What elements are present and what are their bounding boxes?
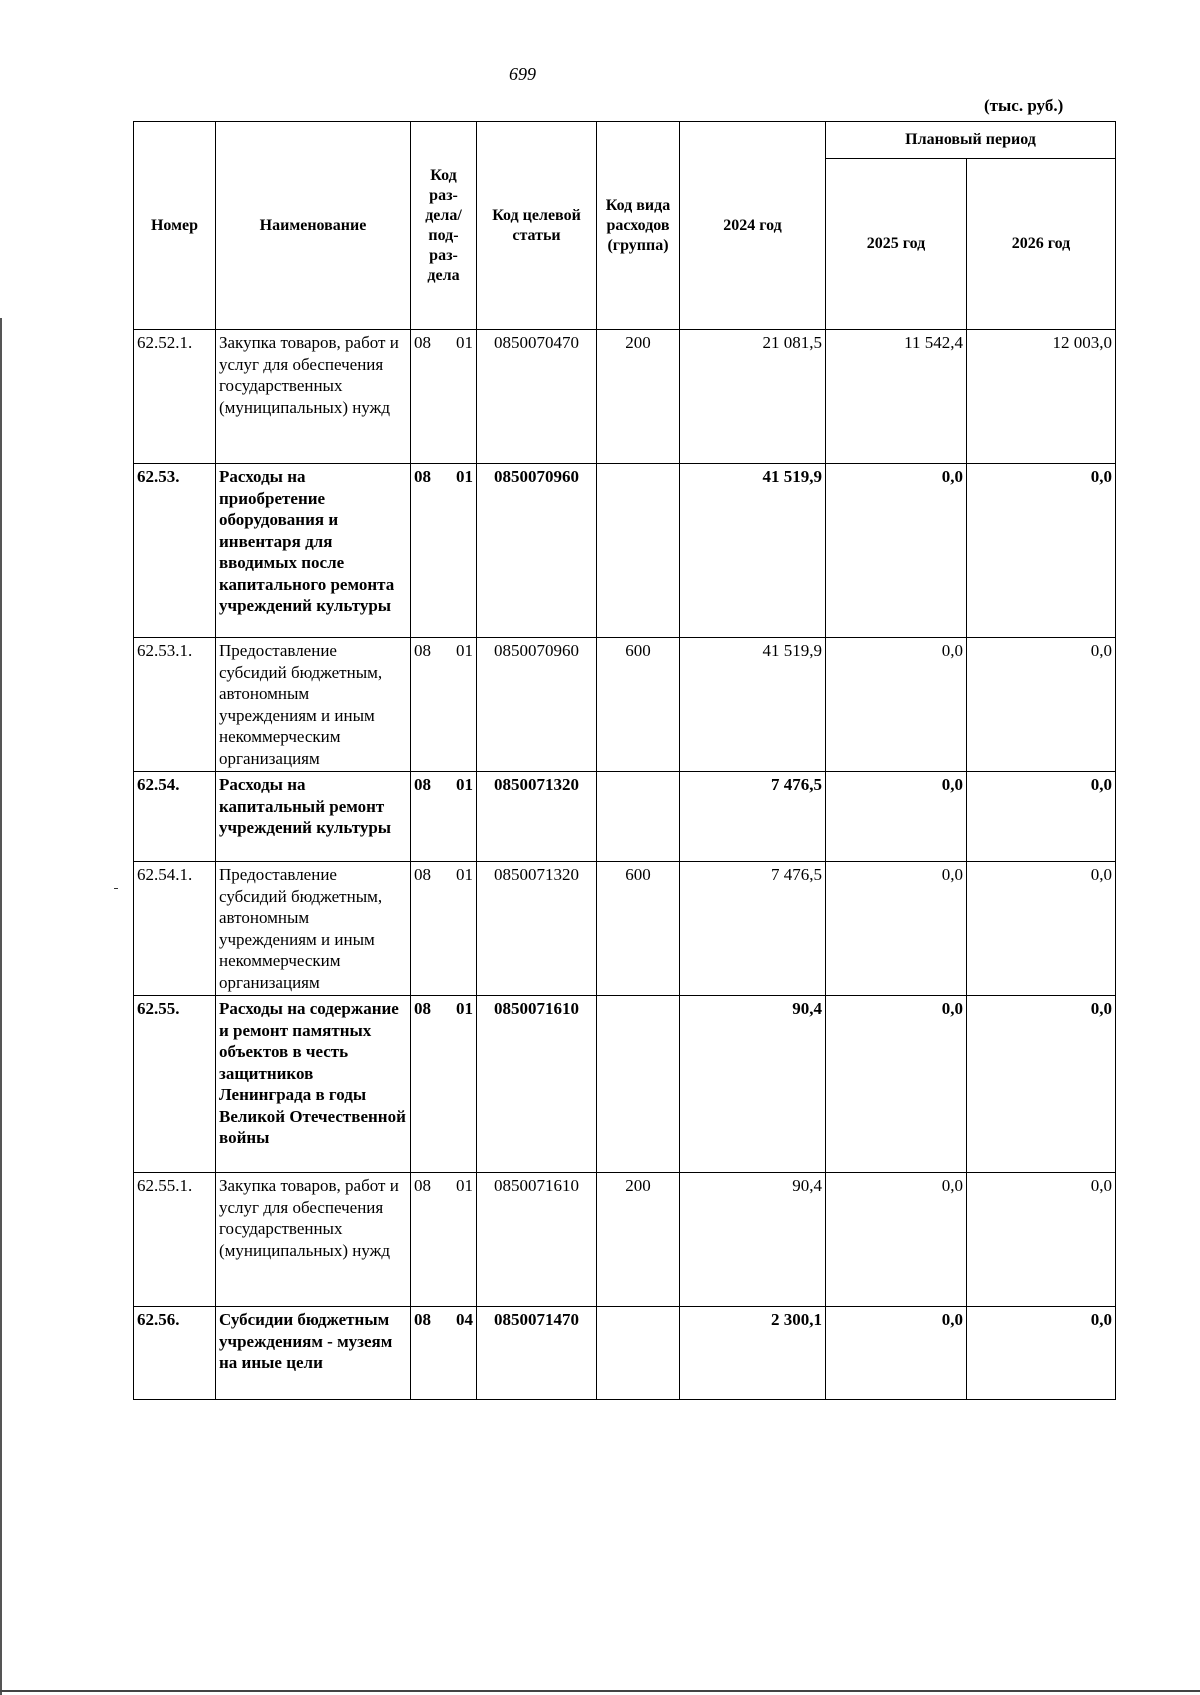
row-value-2025: 0,0	[826, 464, 967, 638]
row-name: Закупка товаров, работ и услуг для обеспечения государственных (муниципальных) нужд	[216, 330, 411, 464]
table-body	[134, 330, 1116, 1400]
row-value-2025: 0,0	[826, 996, 967, 1173]
page-number: 699	[509, 64, 536, 84]
table-row	[134, 638, 1116, 772]
row-name: Закупка товаров, работ и услуг для обеспечения государственных (муниципальных) нужд	[216, 1173, 411, 1307]
row-value-2026: 0,0	[967, 1173, 1116, 1307]
row-value-2026: 0,0	[967, 772, 1116, 862]
row-razdel-code: 08	[414, 1176, 431, 1195]
row-razdel-code: 08	[414, 1310, 431, 1329]
row-number: 62.52.1.	[134, 330, 216, 464]
row-value-2024: 2 300,1	[680, 1307, 826, 1400]
row-razdel	[411, 638, 477, 772]
row-razdel-code: 08	[414, 333, 431, 352]
header-row-1	[134, 122, 1116, 159]
row-celevaya-statya: 0850071470	[477, 1307, 597, 1400]
row-value-2026: 0,0	[967, 464, 1116, 638]
row-vid-rashodov	[597, 464, 680, 638]
row-value-2024: 41 519,9	[680, 638, 826, 772]
row-vid-rashodov: 200	[597, 330, 680, 464]
header-planned-period: Плановый период	[826, 122, 1116, 159]
row-podrazdel-code: 01	[456, 467, 473, 486]
row-razdel	[411, 772, 477, 862]
row-value-2024: 7 476,5	[680, 862, 826, 996]
table-row	[134, 330, 1116, 464]
row-value-2026: 0,0	[967, 996, 1116, 1173]
row-value-2026: 0,0	[967, 1307, 1116, 1400]
row-celevaya-statya: 0850071320	[477, 862, 597, 996]
row-podrazdel-code: 01	[456, 865, 473, 884]
header-razdel: Код раз- дела/ под- раз- дела	[411, 122, 477, 330]
row-name: Предоставление субсидий бюджетным, автономным учреждениям и иным некоммерческим организациям	[216, 638, 411, 772]
table-row	[134, 996, 1116, 1173]
row-value-2025: 0,0	[826, 638, 967, 772]
row-number: 62.55.1.	[134, 1173, 216, 1307]
table-row	[134, 464, 1116, 638]
units-label: (тыс. руб.)	[984, 96, 1064, 115]
row-vid-rashodov	[597, 1307, 680, 1400]
header-2026: 2026 год	[967, 159, 1116, 330]
header-2024: 2024 год	[680, 122, 826, 330]
row-value-2025: 0,0	[826, 1307, 967, 1400]
row-celevaya-statya: 0850071610	[477, 1173, 597, 1307]
row-name: Расходы на содержание и ремонт памятных объектов в честь защитников Ленинграда в годы Великой Отечественной войны	[216, 996, 411, 1173]
table-row	[134, 1307, 1116, 1400]
row-razdel	[411, 1173, 477, 1307]
scan-mark	[114, 888, 118, 889]
row-podrazdel-code: 01	[456, 775, 473, 794]
row-value-2026: 12 003,0	[967, 330, 1116, 464]
row-value-2024: 41 519,9	[680, 464, 826, 638]
row-razdel-code: 08	[414, 467, 431, 486]
row-podrazdel-code: 01	[456, 999, 473, 1018]
row-celevaya-statya: 0850070960	[477, 464, 597, 638]
row-razdel-code: 08	[414, 865, 431, 884]
budget-table	[133, 121, 1116, 1400]
table-row	[134, 772, 1116, 862]
row-podrazdel-code: 04	[456, 1310, 473, 1329]
row-razdel	[411, 330, 477, 464]
row-number: 62.53.1.	[134, 638, 216, 772]
row-number: 62.53.	[134, 464, 216, 638]
row-name: Расходы на приобретение оборудования и инвентаря для вводимых после капитального ремонта учреждений культуры	[216, 464, 411, 638]
row-value-2025: 0,0	[826, 862, 967, 996]
row-celevaya-statya: 0850071610	[477, 996, 597, 1173]
row-name: Предоставление субсидий бюджетным, автономным учреждениям и иным некоммерческим организациям	[216, 862, 411, 996]
row-razdel-code: 08	[414, 641, 431, 660]
scan-bottom-line	[0, 1690, 1200, 1692]
row-razdel	[411, 996, 477, 1173]
row-vid-rashodov: 600	[597, 638, 680, 772]
row-vid-rashodov	[597, 772, 680, 862]
row-vid-rashodov	[597, 996, 680, 1173]
row-razdel	[411, 862, 477, 996]
row-podrazdel-code: 01	[456, 641, 473, 660]
row-value-2024: 7 476,5	[680, 772, 826, 862]
row-razdel	[411, 1307, 477, 1400]
row-vid-rashodov: 200	[597, 1173, 680, 1307]
row-value-2025: 0,0	[826, 772, 967, 862]
row-value-2024: 90,4	[680, 996, 826, 1173]
row-podrazdel-code: 01	[456, 333, 473, 352]
row-podrazdel-code: 01	[456, 1176, 473, 1195]
header-number: Номер	[134, 122, 216, 330]
row-razdel-code: 08	[414, 775, 431, 794]
header-celevaya-statya: Код целевой статьи	[477, 122, 597, 330]
row-celevaya-statya: 0850070960	[477, 638, 597, 772]
header-2025: 2025 год	[826, 159, 967, 330]
row-razdel-code: 08	[414, 999, 431, 1018]
row-value-2025: 11 542,4	[826, 330, 967, 464]
table-row	[134, 1173, 1116, 1307]
row-vid-rashodov: 600	[597, 862, 680, 996]
row-celevaya-statya: 0850071320	[477, 772, 597, 862]
table-row	[134, 862, 1116, 996]
row-value-2025: 0,0	[826, 1173, 967, 1307]
row-value-2024: 90,4	[680, 1173, 826, 1307]
row-celevaya-statya: 0850070470	[477, 330, 597, 464]
row-value-2026: 0,0	[967, 862, 1116, 996]
scan-edge-line	[0, 318, 2, 1695]
row-number: 62.56.	[134, 1307, 216, 1400]
header-vid-rashodov: Код вида расходов (группа)	[597, 122, 680, 330]
row-name: Субсидии бюджетным учреждениям - музеям на иные цели	[216, 1307, 411, 1400]
row-number: 62.54.1.	[134, 862, 216, 996]
row-value-2026: 0,0	[967, 638, 1116, 772]
row-name: Расходы на капитальный ремонт учреждений культуры	[216, 772, 411, 862]
header-name: Наименование	[216, 122, 411, 330]
row-number: 62.54.	[134, 772, 216, 862]
row-razdel	[411, 464, 477, 638]
row-number: 62.55.	[134, 996, 216, 1173]
row-value-2024: 21 081,5	[680, 330, 826, 464]
